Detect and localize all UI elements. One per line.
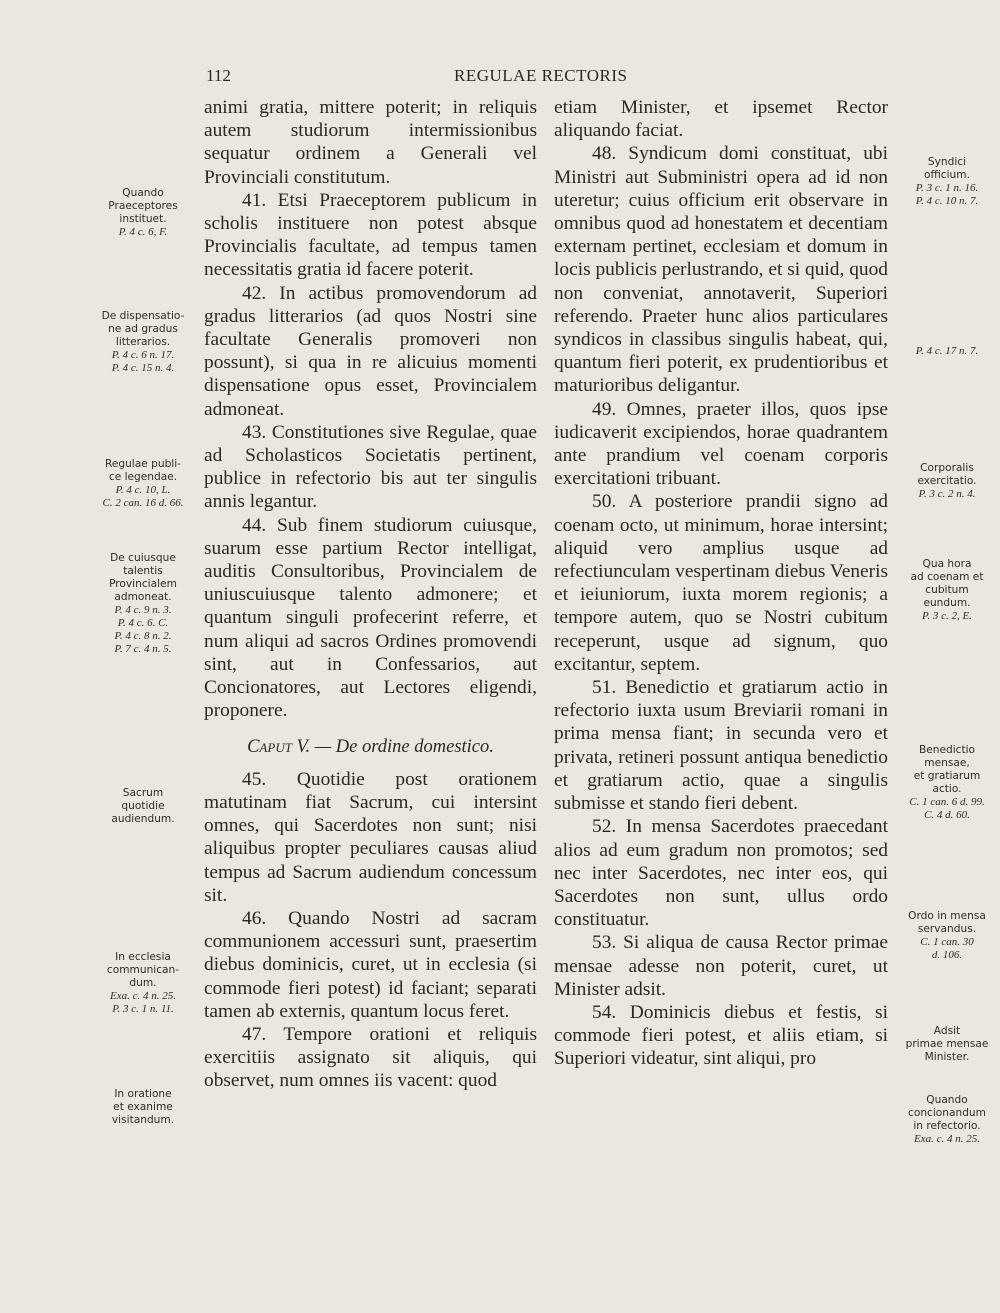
marginal-note-line: Adsit: [933, 1025, 961, 1037]
marginal-note-line: litterarios.: [115, 336, 171, 348]
marginal-note-line: eundum.: [923, 597, 971, 609]
marginal-note-line: Benedictio: [918, 744, 976, 756]
rule-paragraph: 52. In mensa Sacerdotes praecedant alios ad eum gradum non promotos; sed nec inter Sacerdotes, nec inter eos, qui Sacerdotes non sunt, ullus ordo constituatur.: [554, 816, 888, 931]
marginal-note: [896, 345, 998, 358]
rule-paragraph: 43. Constitutiones sive Regulae, quae ad Scholasticos Societatis pertinent, publice in refectorio bis aut ter singulis annis legantur.: [204, 421, 537, 513]
marginal-reference: Exa. c. 4 n. 25.: [110, 990, 176, 1002]
marginal-note-line: dum.: [129, 977, 157, 989]
marginal-note-line: Sacrum: [122, 787, 164, 799]
marginal-reference: P. 4 c. 6. C.: [117, 617, 169, 629]
marginal-note-line: De cuiusque: [110, 552, 176, 564]
marginal-note-line: ce legendae.: [108, 471, 178, 483]
marginal-note-line: De dispensatio-: [101, 310, 185, 322]
rule-paragraph: 41. Etsi Praeceptorem publicum in scholis instituere non potest absque Provincialis facultate, ad tempus tamen necessitatis gratia id facere poterit.: [204, 189, 537, 281]
marginal-reference: P. 4 c. 6 n. 17.: [111, 349, 175, 361]
marginal-note: [98, 310, 188, 375]
marginal-reference: P. 4 c. 6, F.: [118, 226, 168, 238]
left-text-column: [204, 96, 537, 1093]
marginal-reference: P. 4 c. 9 n. 3.: [114, 604, 172, 616]
running-head: REGULAE RECTORIS: [454, 66, 628, 85]
chapter-heading: [204, 736, 537, 759]
marginal-note-line: in refectorio.: [913, 1120, 981, 1132]
rule-paragraph: 44. Sub finem studiorum cuiusque, suarum esse partium Rector intelligat, auditis Consultoribus, Provincialem de uniuscuiusque talento admonere; et quantum singuli profecerint referre, et num aliqui ad sacros Ordines promovendi sint, aut in Confessarios, aut Concionatores, aut Lectores eligendi, proponere.: [204, 514, 537, 722]
marginal-note-line: Corporalis: [920, 462, 974, 474]
marginal-reference: P. 4 c. 10, L.: [115, 484, 171, 496]
marginal-reference: C. 4 d. 60.: [924, 809, 970, 821]
marginal-note: [98, 187, 188, 239]
marginal-note-line: In oratione: [114, 1088, 172, 1100]
marginal-note-line: et exanime: [113, 1101, 173, 1113]
chapter-label: Caput V.: [247, 737, 311, 758]
marginal-note-line: ne ad gradus: [108, 323, 178, 335]
marginal-note-line: Provincialem: [109, 578, 177, 590]
marginal-note-line: exercitatio.: [917, 475, 977, 487]
rule-paragraph: 42. In actibus promovendorum ad gradus litterarios (ad quos Nostri sine facultate Generalis promoveri non possunt), si qua in re alicuius momenti dispensatione opus esset, Provincialem admoneat.: [204, 282, 537, 420]
rule-paragraph: 50. A posteriore prandii signo ad coenam octo, ut minimum, horae intersint; aliquid vero amplius usque ad refectiunculam vespertinam diebus Veneris et ieiuniorum, iuxta morem regionis; a tempore autem, quo se Nostri cubitum receperunt, usque ad signum, quo excitantur, septem.: [554, 491, 889, 675]
rule-paragraph: 54. Dominicis diebus et festis, si commode fieri potest, et aliis etiam, si Superiori videatur, sint aliqui, pro: [554, 1001, 888, 1070]
marginal-note-line: In ecclesia: [115, 951, 171, 963]
marginal-note-line: quotidie: [121, 800, 165, 812]
marginal-note-line: talentis: [123, 565, 163, 577]
marginal-note-line: visitandum.: [111, 1114, 175, 1126]
marginal-reference: P. 7 c. 4 n. 5.: [114, 643, 172, 655]
marginal-note: [896, 156, 998, 208]
marginal-note-line: concionandum: [908, 1107, 986, 1119]
marginal-reference: C. 1 can. 6 d. 99.: [909, 796, 985, 808]
page-number: 112: [206, 66, 231, 85]
marginal-note-line: servandus.: [917, 923, 977, 935]
rule-paragraph: 49. Omnes, praeter illos, quos ipse iudicaverit excipiendos, horae quadrantem ante prandium vel coenam corporis exercitationi tribuant.: [554, 398, 888, 490]
marginal-note: [98, 458, 188, 510]
marginal-note: [896, 1025, 998, 1064]
marginal-note: [98, 1088, 188, 1127]
marginal-note-line: actio.: [932, 783, 962, 795]
continued-paragraph: etiam Minister, et ipsemet Rector aliquando faciat.: [554, 97, 888, 142]
marginal-note-line: primae mensae: [905, 1038, 989, 1050]
marginal-note-line: Praeceptores: [108, 200, 178, 212]
marginal-note: [98, 951, 188, 1016]
marginal-note-line: mensae,: [924, 757, 970, 769]
marginal-note-line: admoneat.: [114, 591, 172, 603]
marginal-reference: C. 2 can. 16 d. 66.: [102, 497, 184, 509]
marginal-reference: C. 1 can. 30: [920, 936, 974, 948]
continued-paragraph: animi gratia, mittere poterit; in reliquis autem studiorum intermissionibus sequatur ordinem a Generali vel Provinciali constitutum.: [204, 97, 537, 188]
marginal-note: [896, 462, 998, 501]
marginal-note-line: et gratiarum: [913, 770, 981, 782]
marginal-note: [896, 558, 998, 623]
marginal-note-line: Syndici: [927, 156, 967, 168]
marginal-reference: P. 3 c. 2 n. 4.: [918, 488, 976, 500]
chapter-title: — De ordine domestico.: [310, 737, 494, 758]
marginal-note-line: Quando: [926, 1094, 968, 1106]
marginal-reference: P. 4 c. 17 n. 7.: [915, 345, 979, 357]
rule-paragraph: 53. Si aliqua de causa Rector primae mensae adesse non poterit, curet, ut Minister adsit.: [554, 932, 888, 1000]
right-text-column: [554, 96, 888, 1071]
marginal-reference: P. 3 c. 2, E.: [922, 610, 972, 622]
marginal-reference: Exa. c. 4 n. 25.: [914, 1133, 980, 1145]
marginal-reference: P. 4 c. 15 n. 4.: [111, 362, 175, 374]
marginal-note-line: Minister.: [924, 1051, 970, 1063]
marginal-note-line: Qua hora: [922, 558, 972, 570]
marginal-note: [896, 1094, 998, 1146]
rule-paragraph: 47. Tempore orationi et reliquis exercitiis assignato sit aliquis, qui observet, num omnes iis vacent: quod: [204, 1023, 537, 1092]
marginal-note: [98, 552, 188, 656]
marginal-reference: P. 3 c. 1 n. 11.: [112, 1003, 174, 1015]
marginal-note-line: ad coenam et: [910, 571, 984, 583]
marginal-note-line: communican-: [106, 964, 180, 976]
marginal-note-line: cubitum: [925, 584, 969, 596]
page-header: [0, 66, 1000, 90]
rule-paragraph: 51. Benedictio et gratiarum actio in refectorio iuxta usum Breviarii romani in prima mensa fiant; in secunda vero et privata, retineri possunt antiqua benedictio et gratiarum actio, quae a singulis submisse et stando fieri debent.: [554, 677, 888, 815]
marginal-note-line: Ordo in mensa: [908, 910, 986, 922]
marginal-note-line: officium.: [924, 169, 970, 181]
marginal-note-line: audiendum.: [111, 813, 175, 825]
marginal-note: [896, 744, 998, 822]
marginal-note: [98, 787, 188, 826]
marginal-note: [896, 910, 998, 962]
rule-paragraph: 45. Quotidie post orationem matutinam fiat Sacrum, cui intersint omnes, qui Sacerdotes non sunt; nisi aliquibus propter peculiares causas aliud tempus ad Sacrum audiendum concessum sit.: [204, 768, 537, 906]
marginal-reference: P. 4 c. 10 n. 7.: [915, 195, 979, 207]
marginal-note-line: instituet.: [119, 213, 167, 225]
rule-paragraph: 48. Syndicum domi constituat, ubi Ministri aut Subministri opera ad id non uteretur; cuius officium erit observare in omnibus quod ad honestatem et decentiam externam pertinet, ecclesiam et domum in locis publicis perlustrando, et si quid, quod non conveniat, annotaverit, Superiori referendo. Praeter hunc alios particulares syndicos in classibus singulis habeat, qui, quantum fieri poterit, ex prudentioribus et maturioribus deligantur.: [554, 143, 888, 397]
marginal-note-line: Quando: [122, 187, 164, 199]
marginal-reference: P. 3 c. 1 n. 16.: [915, 182, 979, 194]
marginal-reference: P. 4 c. 8 n. 2.: [114, 630, 172, 642]
marginal-reference: d. 106.: [931, 949, 963, 961]
marginal-note-line: Regulae publi-: [104, 458, 182, 470]
rule-paragraph: 46. Quando Nostri ad sacram communionem accessuri sunt, praesertim diebus dominicis, curet, ut in ecclesia (si commode fieri potest) id faciant; separati tamen ab externis, quantum locus feret.: [204, 907, 537, 1022]
